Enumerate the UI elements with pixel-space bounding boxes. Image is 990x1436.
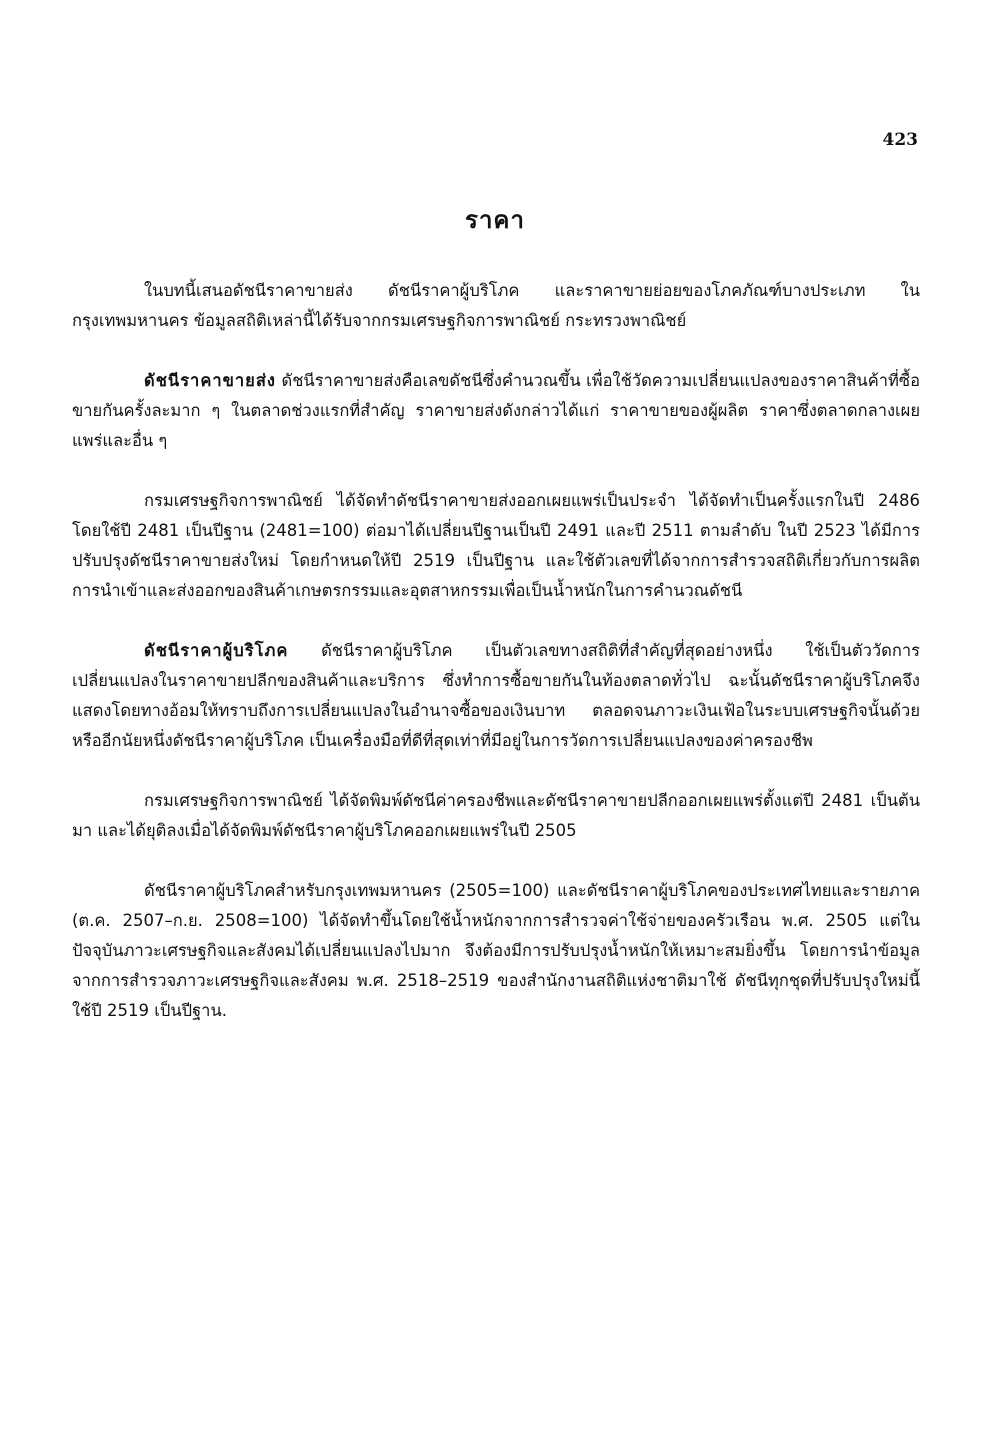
paragraph-text: ดัชนีราคาผู้บริโภคสำหรับกรุงเทพมหานคร (2505=100) และดัชนีราคาผู้บริโภคของประเทศไทยและรายภาค (ต.ค. 2507–ก.ย. 2508=100) ได้จัดทำขึ้นโดยใช้น้ำหนักจากการสำรวจค่าใช้จ่ายของครัวเรือน พ.ศ. 2505 แต่ในปัจจุบันภาวะเศรษฐกิจและสังคมได้เปลี่ยนแปลงไปมาก จึงต้องมีการปรับปรุงน้ำหนักให้เหมาะสมยิ่งขึ้น โดยการนำข้อมูลจากการสำรวจภาวะเศรษฐกิจและสังคม พ.ศ. 2518–2519 ของสำนักงานสถิติแห่งชาติมาใช้ ดัชนีทุกชุดที่ปรับปรุงใหม่นี้ ใช้ปี 2519 เป็นปีฐาน. xyxy=(72,881,920,1020)
paragraph-text: กรมเศรษฐกิจการพาณิชย์ ได้จัดพิมพ์ดัชนีค่าครองชีพและดัชนีราคาขายปลีกออกเผยแพร่ตั้งแต่ปี 2481 เป็นต้นมา และได้ยุติลงเมื่อได้จัดพิมพ์ดัชนีราคาผู้บริโภคออกเผยแพร่ในปี 2505 xyxy=(72,791,920,840)
document-body xyxy=(72,276,920,1056)
paragraph-text: ดัชนีราคาขายส่งคือเลขดัชนีซึ่งคำนวณขึ้น เพื่อใช้วัดความเปลี่ยนแปลงของราคาสินค้าที่ซื้อขายกันครั้งละมาก ๆ ในตลาดช่วงแรกที่สำคัญ ราคาขายส่งดังกล่าวได้แก่ ราคาขายของผู้ผลิต ราคาซึ่งตลาดกลางเผยแพร่และอื่น ๆ xyxy=(72,371,920,450)
page-title: ราคา xyxy=(465,206,525,234)
page-number: 423 xyxy=(882,130,918,150)
paragraph-text: ดัชนีราคาผู้บริโภค เป็นตัวเลขทางสถิติที่สำคัญที่สุดอย่างหนึ่ง ใช้เป็นตัววัดการเปลี่ยนแปลงในราคาขายปลีกของสินค้าและบริการ ซึ่งทำการซื้อขายกันในท้องตลาดทั่วไป ฉะนั้นดัชนีราคาผู้บริโภคจึงแสดงโดยทางอ้อมให้ทราบถึงการเปลี่ยนแปลงในอำนาจซื้อของเงินบาท ตลอดจนภาวะเงินเฟ้อในระบบเศรษฐกิจนั้นด้วย หรืออีกนัยหนึ่งดัชนีราคาผู้บริโภค เป็นเครื่องมือที่ดีที่สุดเท่าที่มีอยู่ในการวัดการเปลี่ยนแปลงของค่าครองชีพ xyxy=(72,641,920,750)
paragraph-consumer-revision xyxy=(72,876,920,1026)
paragraph-wholesale-index xyxy=(72,366,920,456)
paragraph-consumer-index xyxy=(72,636,920,756)
paragraph-text: ในบทนี้เสนอดัชนีราคาขายส่ง ดัชนีราคาผู้บริโภค และราคาขายย่อยของโภคภัณฑ์บางประเภท ในกรุงเทพมหานคร ข้อมูลสถิติเหล่านี้ได้รับจากกรมเศรษฐกิจการพาณิชย์ กระทรวงพาณิชย์ xyxy=(72,281,920,330)
paragraph-heading: ดัชนีราคาผู้บริโภค xyxy=(144,641,289,660)
paragraph-text: กรมเศรษฐกิจการพาณิชย์ ได้จัดทำดัชนีราคาขายส่งออกเผยแพร่เป็นประจำ ได้จัดทำเป็นครั้งแรกในปี 2486 โดยใช้ปี 2481 เป็นปีฐาน (2481=100) ต่อมาได้เปลี่ยนปีฐานเป็นปี 2491 และปี 2511 ตามลำดับ ในปี 2523 ได้มีการปรับปรุงดัชนีราคาขายส่งใหม่ โดยกำหนดให้ปี 2519 เป็นปีฐาน และใช้ตัวเลขที่ได้จากการสำรวจสถิติเกี่ยวกับการผลิต การนำเข้าและส่งออกของสินค้าเกษตรกรรมและอุตสาหกรรมเพื่อเป็นน้ำหนักในการคำนวณดัชนี xyxy=(72,491,920,600)
paragraph-consumer-history xyxy=(72,786,920,846)
paragraph-wholesale-history xyxy=(72,486,920,606)
paragraph-intro xyxy=(72,276,920,336)
paragraph-heading: ดัชนีราคาขายส่ง xyxy=(144,371,276,390)
